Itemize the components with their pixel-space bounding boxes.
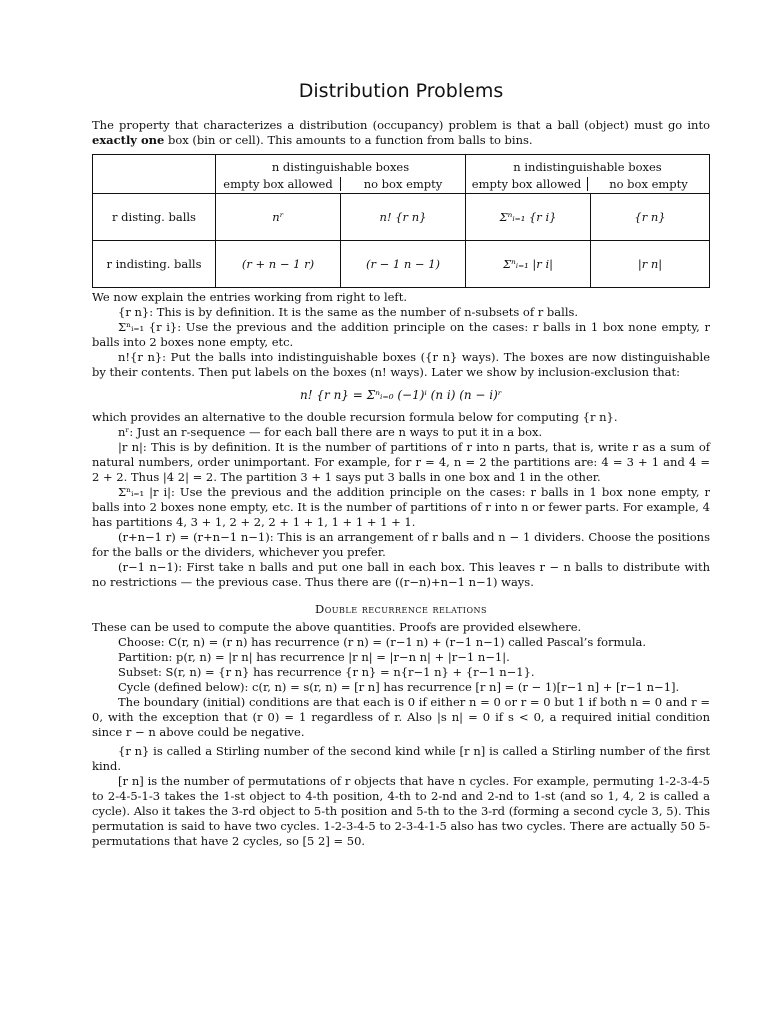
row-label-disting: r disting. balls bbox=[93, 194, 216, 241]
document-page bbox=[92, 80, 710, 849]
recurrence-intro: These can be used to compute the above quantities. Proofs are provided elsewhere. bbox=[92, 620, 582, 634]
cycle-explanation: [r n] is the number of permutations of r objects that have n cycles. For example, permuting 1-2-3-4-5 to 2-4-5-1-3 takes the 1-st object to 4-th position, 4-th to 2-nd and 2-nd to 1-st (and so 1, 4, 2 is called a cycle). Also it takes the 3-rd object to 5-th position and 5-th to the 3-rd (forming a second cycle 3, 5). This permutation is said to have two cycles. 1-2-3-4-5 to 2-3-4-1-5 also has two cycles. There are actually 50 5-permutations that have 2 cycles, so [5 2] = 50. bbox=[92, 774, 710, 848]
intro-bold: exactly one bbox=[92, 133, 165, 147]
page-title: Distribution Problems bbox=[298, 80, 504, 102]
cell-r2c2: (r − 1 n − 1) bbox=[341, 241, 466, 288]
header-group-2: n indistinguishable boxes bbox=[513, 159, 662, 174]
cell-r2c4: |r n| bbox=[591, 241, 710, 288]
boundary-conditions: The boundary (initial) conditions are that each is 0 if either n = 0 or r = 0 but 1 if both n = 0 and r = 0, with the exception that (r 0) = 1 regardless of r. Also |s n| = 0 if s < 0, a required initial condition since r − n above could be negative. bbox=[92, 695, 710, 739]
explain-sum-partitions: Σⁿᵢ₌₁ |r i|: Use the previous and the addition principle on the cases: r balls in 1 box none empty, r balls into 2 boxes none empty, etc. It is the number of partitions of r into n or fewer parts. For example, 4 has partitions 4, 3 + 1, 2 + 2, 2 + 1 + 1, 1 + 1 + 1 + 1. bbox=[92, 485, 710, 529]
intro-text-1: The property that characterizes a distribution (occupancy) problem is that a ball (object) must go into bbox=[92, 118, 710, 132]
explain-factorial-stirling: n!{r n}: Put the balls into indistinguishable boxes ({r n} ways). The boxes are now distinguishable by their contents. Then put labels on the boxes (n! ways). Later we show by inclusion-exclusion that: bbox=[92, 350, 710, 379]
recurrence-cycle: Cycle (defined below): c(r, n) = s(r, n) = [r n] has recurrence [r n] = (r − 1)[r−1 n] + [r−1 n−1]. bbox=[118, 680, 680, 694]
header-sub-3: empty box allowed bbox=[466, 177, 588, 191]
header-sub-1: empty box allowed bbox=[216, 177, 341, 191]
recurrence-choose: Choose: C(r, n) = (r n) has recurrence (r n) = (r−1 n) + (r−1 n−1) called Pascal’s formula. bbox=[118, 635, 647, 649]
section-heading: Double recurrence relations bbox=[315, 602, 487, 616]
cell-r1c3: Σⁿᵢ₌₁ {r i} bbox=[466, 194, 591, 241]
intro-text-2: box (bin or cell). This amounts to a function from balls to bins. bbox=[168, 133, 533, 147]
recurrence-partition: Partition: p(r, n) = |r n| has recurrence |r n| = |r−n n| + |r−1 n−1|. bbox=[118, 650, 510, 664]
cell-r1c2: n! {r n} bbox=[341, 194, 466, 241]
explain-sum-stirling: Σⁿᵢ₌₁ {r i}: Use the previous and the addition principle on the cases: r balls in 1 box none empty, r balls into 2 boxes none empty, etc. bbox=[92, 320, 710, 349]
header-indistinguishable bbox=[466, 155, 710, 194]
explain-partitions: |r n|: This is by definition. It is the number of partitions of r into n parts, that is, write r as a sum of natural numbers, order unimportant. For example, for r = 4, n = 2 the partitions are: 4 = 3 + 1 and 4 = 2 + 2. Thus |4 2| = 2. The partition 3 + 1 says put 3 balls in one box and 1 in the other. bbox=[92, 440, 710, 484]
cell-r1c1: nʳ bbox=[216, 194, 341, 241]
explain-subsets: {r n}: This is by definition. It is the same as the number of n-subsets of r balls. bbox=[118, 305, 579, 319]
cell-r1c4: {r n} bbox=[591, 194, 710, 241]
explain-intro: We now explain the entries working from right to left. bbox=[92, 290, 407, 304]
cell-r2c1: (r + n − 1 r) bbox=[216, 241, 341, 288]
table-corner bbox=[93, 155, 216, 194]
header-sub-2: no box empty bbox=[363, 176, 443, 191]
distribution-table bbox=[92, 154, 710, 288]
explain-sequence: nʳ: Just an r-sequence — for each ball there are n ways to put it in a box. bbox=[118, 425, 543, 439]
row-label-indisting: r indisting. balls bbox=[93, 241, 216, 288]
stirling-names: {r n} is called a Stirling number of the second kind while [r n] is called a Stirling number of the first kind. bbox=[92, 744, 710, 773]
header-sub-4: no box empty bbox=[609, 176, 688, 191]
inclusion-exclusion-equation: n! {r n} = Σⁿᵢ₌₀ (−1)ⁱ (n i) (n − i)ʳ bbox=[300, 388, 502, 402]
intro-paragraph bbox=[92, 118, 710, 148]
explain-no-empty: (r−1 n−1): First take n balls and put one ball in each box. This leaves r − n balls to distribute with no restrictions — the previous case. Thus there are ((r−n)+n−1 n−1) ways. bbox=[92, 560, 710, 589]
header-distinguishable bbox=[216, 155, 466, 194]
explain-stars-bars: (r+n−1 r) = (r+n−1 n−1): This is an arrangement of r balls and n − 1 dividers. Choose the positions for the balls or the dividers, whichever you prefer. bbox=[92, 530, 710, 559]
recurrence-subset: Subset: S(r, n) = {r n} has recurrence {r n} = n{r−1 n} + {r−1 n−1}. bbox=[118, 665, 535, 679]
cell-r2c3: Σⁿᵢ₌₁ |r i| bbox=[466, 241, 591, 288]
explain-alternative: which provides an alternative to the double recursion formula below for computing {r n}. bbox=[92, 410, 618, 424]
header-group-1: n distinguishable boxes bbox=[271, 159, 410, 174]
